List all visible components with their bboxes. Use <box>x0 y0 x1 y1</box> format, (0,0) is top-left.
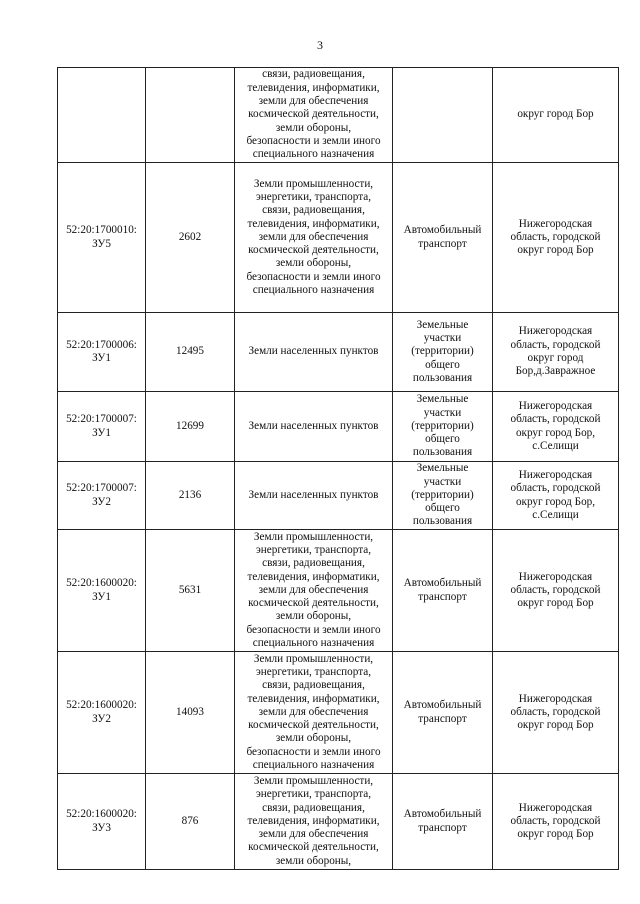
permitted-use-cell: Земельные участки (территории) общего пользования <box>393 313 493 392</box>
land-category-cell: Земли промышленности, энергетики, транспорта, связи, радиовещания, телевидения, информатики, земли для обеспечения космической деятельности, земли обороны, <box>235 774 393 870</box>
cadastral-number-cell: 52:20:1700010: ЗУ5 <box>58 163 146 313</box>
location-cell: Нижегородская область, городской округ город Бор,д.Завражное <box>493 313 619 392</box>
location-cell: Нижегородская область, городской округ город Бор <box>493 530 619 652</box>
land-plots-table <box>57 67 619 870</box>
permitted-use-cell: Земельные участки (территории) общего пользования <box>393 462 493 530</box>
area-cell <box>146 68 235 163</box>
page-number: 3 <box>317 38 323 52</box>
table-row <box>58 530 619 652</box>
table-row <box>58 68 619 163</box>
land-category-cell: Земли промышленности, энергетики, транспорта, связи, радиовещания, телевидения, информатики, земли для обеспечения космической деятельности, земли обороны, безопасности и земли иного специального назначения <box>235 652 393 774</box>
location-cell: округ город Бор <box>493 68 619 163</box>
cadastral-number-cell <box>58 68 146 163</box>
cadastral-number-cell: 52:20:1600020: ЗУ2 <box>58 652 146 774</box>
location-cell: Нижегородская область, городской округ город Бор, с.Селищи <box>493 462 619 530</box>
cadastral-number-cell: 52:20:1600020: ЗУ3 <box>58 774 146 870</box>
location-cell: Нижегородская область, городской округ город Бор, с.Селищи <box>493 392 619 462</box>
permitted-use-cell: Автомобильный транспорт <box>393 163 493 313</box>
land-category-cell: Земли промышленности, энергетики, транспорта, связи, радиовещания, телевидения, информатики, земли для обеспечения космической деятельности, земли обороны, безопасности и земли иного специального назначения <box>235 530 393 652</box>
location-cell: Нижегородская область, городской округ город Бор <box>493 652 619 774</box>
table-row <box>58 462 619 530</box>
area-cell: 12699 <box>146 392 235 462</box>
land-category-cell: Земли населенных пунктов <box>235 462 393 530</box>
table-row <box>58 163 619 313</box>
cadastral-number-cell: 52:20:1600020: ЗУ1 <box>58 530 146 652</box>
cadastral-number-cell: 52:20:1700007: ЗУ2 <box>58 462 146 530</box>
permitted-use-cell: Земельные участки (территории) общего пользования <box>393 392 493 462</box>
location-cell: Нижегородская область, городской округ город Бор <box>493 774 619 870</box>
cadastral-number-cell: 52:20:1700006: ЗУ1 <box>58 313 146 392</box>
land-category-cell: Земли населенных пунктов <box>235 313 393 392</box>
cadastral-number-cell: 52:20:1700007: ЗУ1 <box>58 392 146 462</box>
area-cell: 2136 <box>146 462 235 530</box>
permitted-use-cell: Автомобильный транспорт <box>393 774 493 870</box>
land-category-cell: Земли промышленности, энергетики, транспорта, связи, радиовещания, телевидения, информатики, земли для обеспечения космической деятельности, земли обороны, безопасности и земли иного специального назначения <box>235 163 393 313</box>
location-cell: Нижегородская область, городской округ город Бор <box>493 163 619 313</box>
area-cell: 876 <box>146 774 235 870</box>
land-category-cell: Земли населенных пунктов <box>235 392 393 462</box>
permitted-use-cell <box>393 68 493 163</box>
permitted-use-cell: Автомобильный транспорт <box>393 530 493 652</box>
table-row <box>58 652 619 774</box>
area-cell: 14093 <box>146 652 235 774</box>
area-cell: 12495 <box>146 313 235 392</box>
table-row <box>58 392 619 462</box>
table-row <box>58 774 619 870</box>
land-category-cell: связи, радиовещания, телевидения, информатики, земли для обеспечения космической деятельности, земли обороны, безопасности и земли иного специального назначения <box>235 68 393 163</box>
permitted-use-cell: Автомобильный транспорт <box>393 652 493 774</box>
area-cell: 2602 <box>146 163 235 313</box>
table-row <box>58 313 619 392</box>
area-cell: 5631 <box>146 530 235 652</box>
